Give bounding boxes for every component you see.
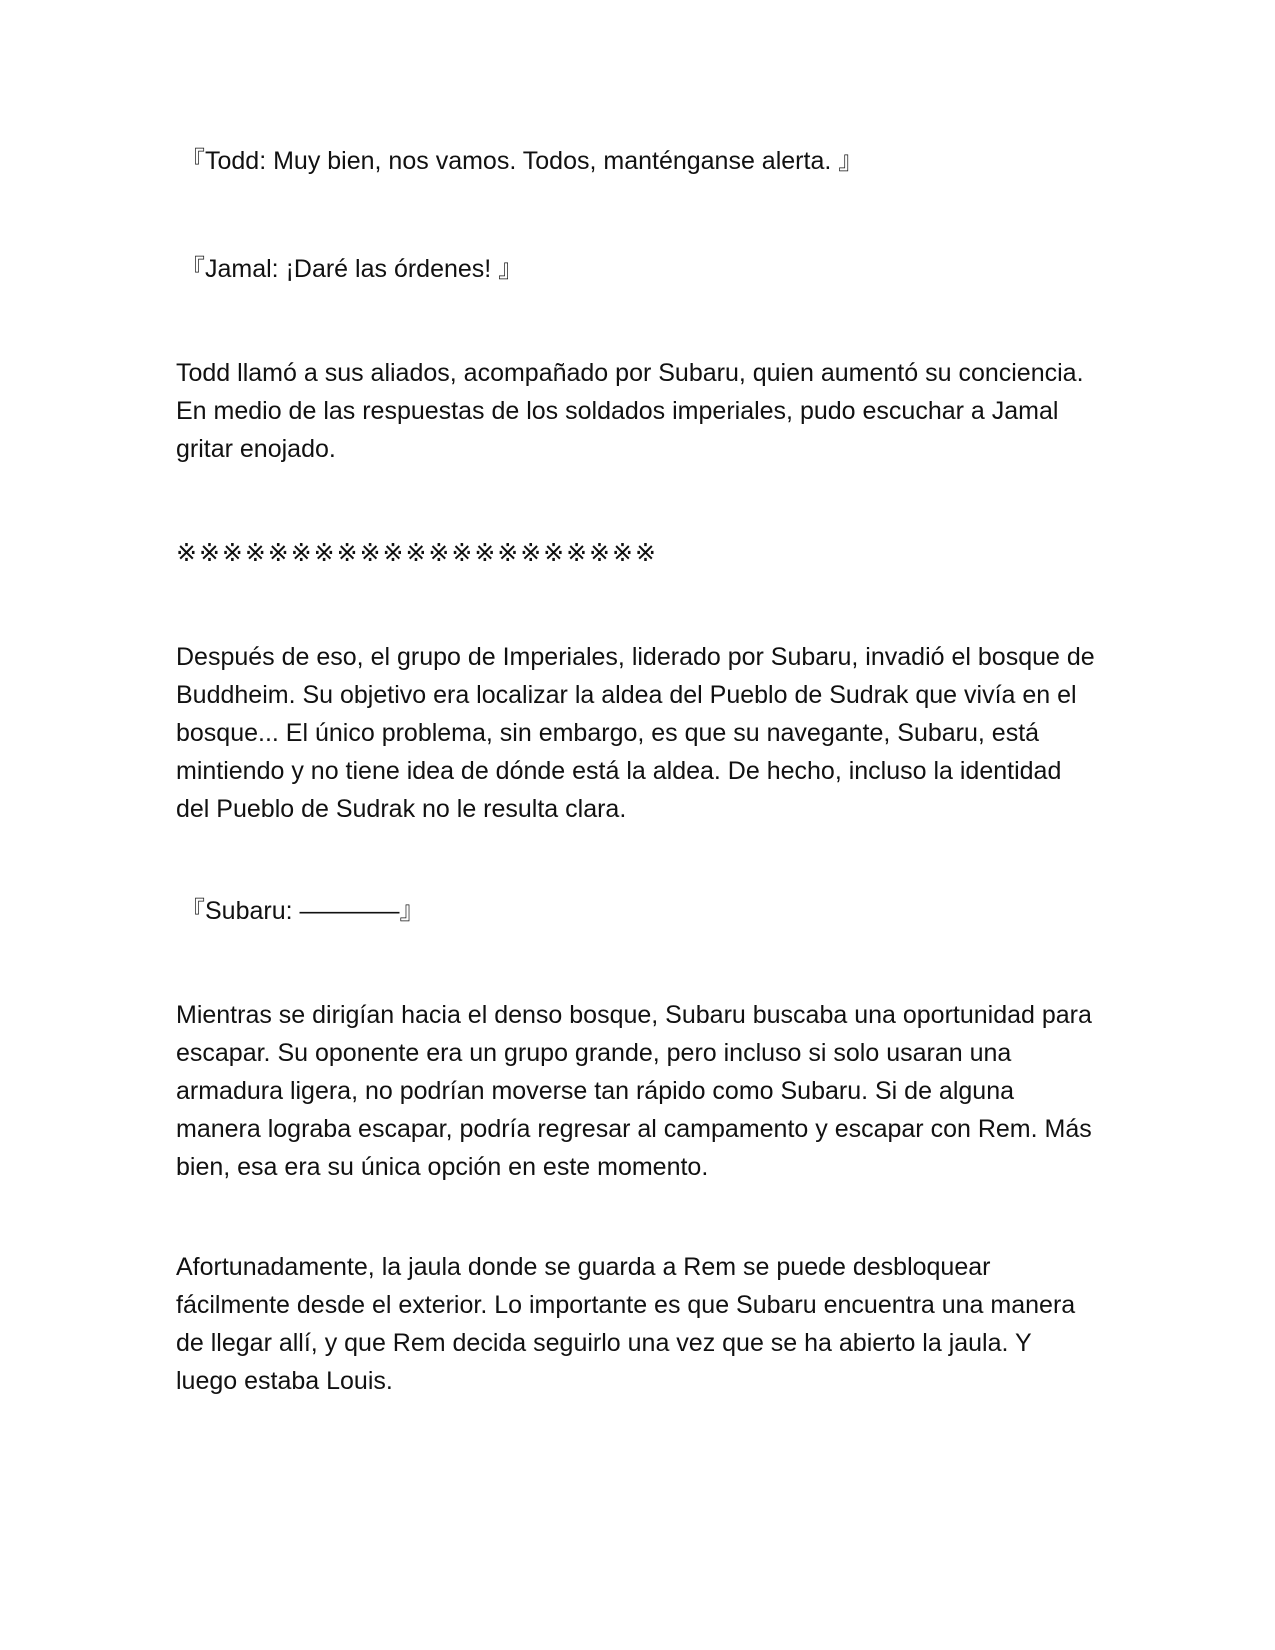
dialogue-jamal: 『Jamal: ¡Daré las órdenes! 』 <box>180 255 524 283</box>
scene-separator: ※※※※※※※※※※※※※※※※※※※※※ <box>176 539 658 567</box>
paragraph-1: Todd llamó a sus aliados, acompañado por Subaru, quien aumentó su conciencia. En medio de las respuestas de los soldados imperiales, pudo escuchar a Jamal gritar enojado. <box>176 359 1084 463</box>
dialogue-todd: 『Todd: Muy bien, nos vamos. Todos, manténganse alerta. 』 <box>180 147 864 175</box>
paragraph-4: Afortunadamente, la jaula donde se guarda a Rem se puede desbloquear fácilmente desde el exterior. Lo importante es que Subaru encuentra una manera de llegar allí, y que Rem decida seguirlo una vez que se ha abierto la jaula. Y luego estaba Louis. <box>176 1253 1076 1395</box>
paragraph-3: Mientras se dirigían hacia el denso bosque, Subaru buscaba una oportunidad para escapar. Su oponente era un grupo grande, pero incluso si solo usaran una armadura ligera, no podrían moverse tan rápido como Subaru. Si de alguna manera lograba escapar, podría regresar al campamento y escapar con Rem. Más bien, esa era su única opción en este momento. <box>176 1001 1092 1181</box>
paragraph-2: Después de eso, el grupo de Imperiales, liderado por Subaru, invadió el bosque de Buddheim. Su objetivo era localizar la aldea del Pueblo de Sudrak que vivía en el bosque... El único problema, sin embargo, es que su navegante, Subaru, está mintiendo y no tiene idea de dónde está la aldea. De hecho, incluso la identidad del Pueblo de Sudrak no le resulta clara. <box>176 643 1095 823</box>
dialogue-subaru: 『Subaru: ————』 <box>180 897 425 925</box>
